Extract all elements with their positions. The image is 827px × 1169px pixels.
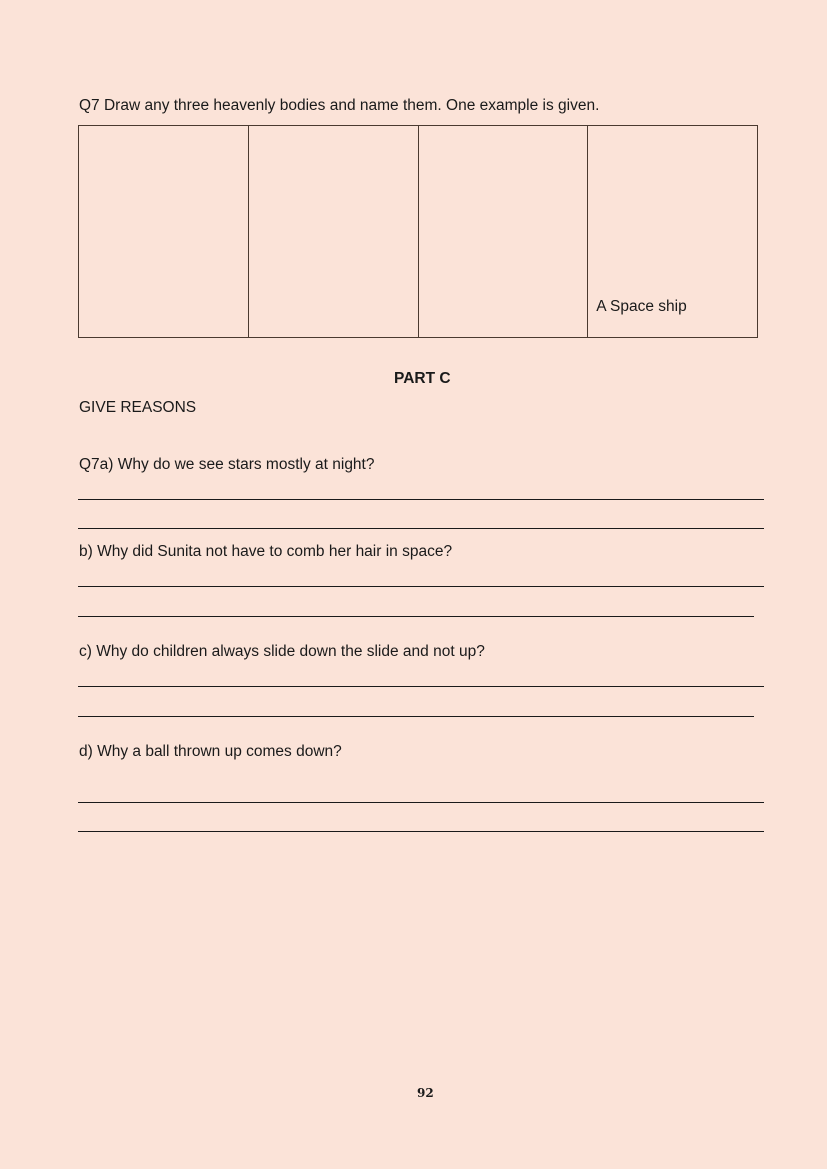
question-d: d) Why a ball thrown up comes down? — [79, 743, 342, 760]
drawing-cell-3[interactable] — [419, 126, 589, 337]
answer-line-d1[interactable] — [78, 802, 764, 803]
answer-line-d2[interactable] — [78, 831, 764, 832]
drawing-cell-1[interactable] — [79, 126, 249, 337]
answer-line-b2[interactable] — [78, 616, 754, 617]
answer-line-c2[interactable] — [78, 716, 754, 717]
q7-prompt: Q7 Draw any three heavenly bodies and name them. One example is given. — [79, 97, 600, 114]
answer-line-a2[interactable] — [78, 528, 764, 529]
question-c: c) Why do children always slide down the slide and not up? — [79, 643, 485, 660]
answer-line-c1[interactable] — [78, 686, 764, 687]
question-b: b) Why did Sunita not have to comb her hair in space? — [79, 543, 453, 560]
section-instruction: GIVE REASONS — [79, 399, 197, 416]
answer-line-a1[interactable] — [78, 499, 764, 500]
page-number: 92 — [417, 1086, 434, 1100]
answer-line-b1[interactable] — [78, 586, 764, 587]
drawing-table — [78, 125, 758, 338]
question-a: Q7a) Why do we see stars mostly at night? — [79, 456, 375, 473]
drawing-cell-example — [588, 126, 757, 337]
example-label: A Space ship — [596, 298, 687, 315]
drawing-cell-2[interactable] — [249, 126, 419, 337]
part-heading: PART C — [394, 370, 451, 387]
